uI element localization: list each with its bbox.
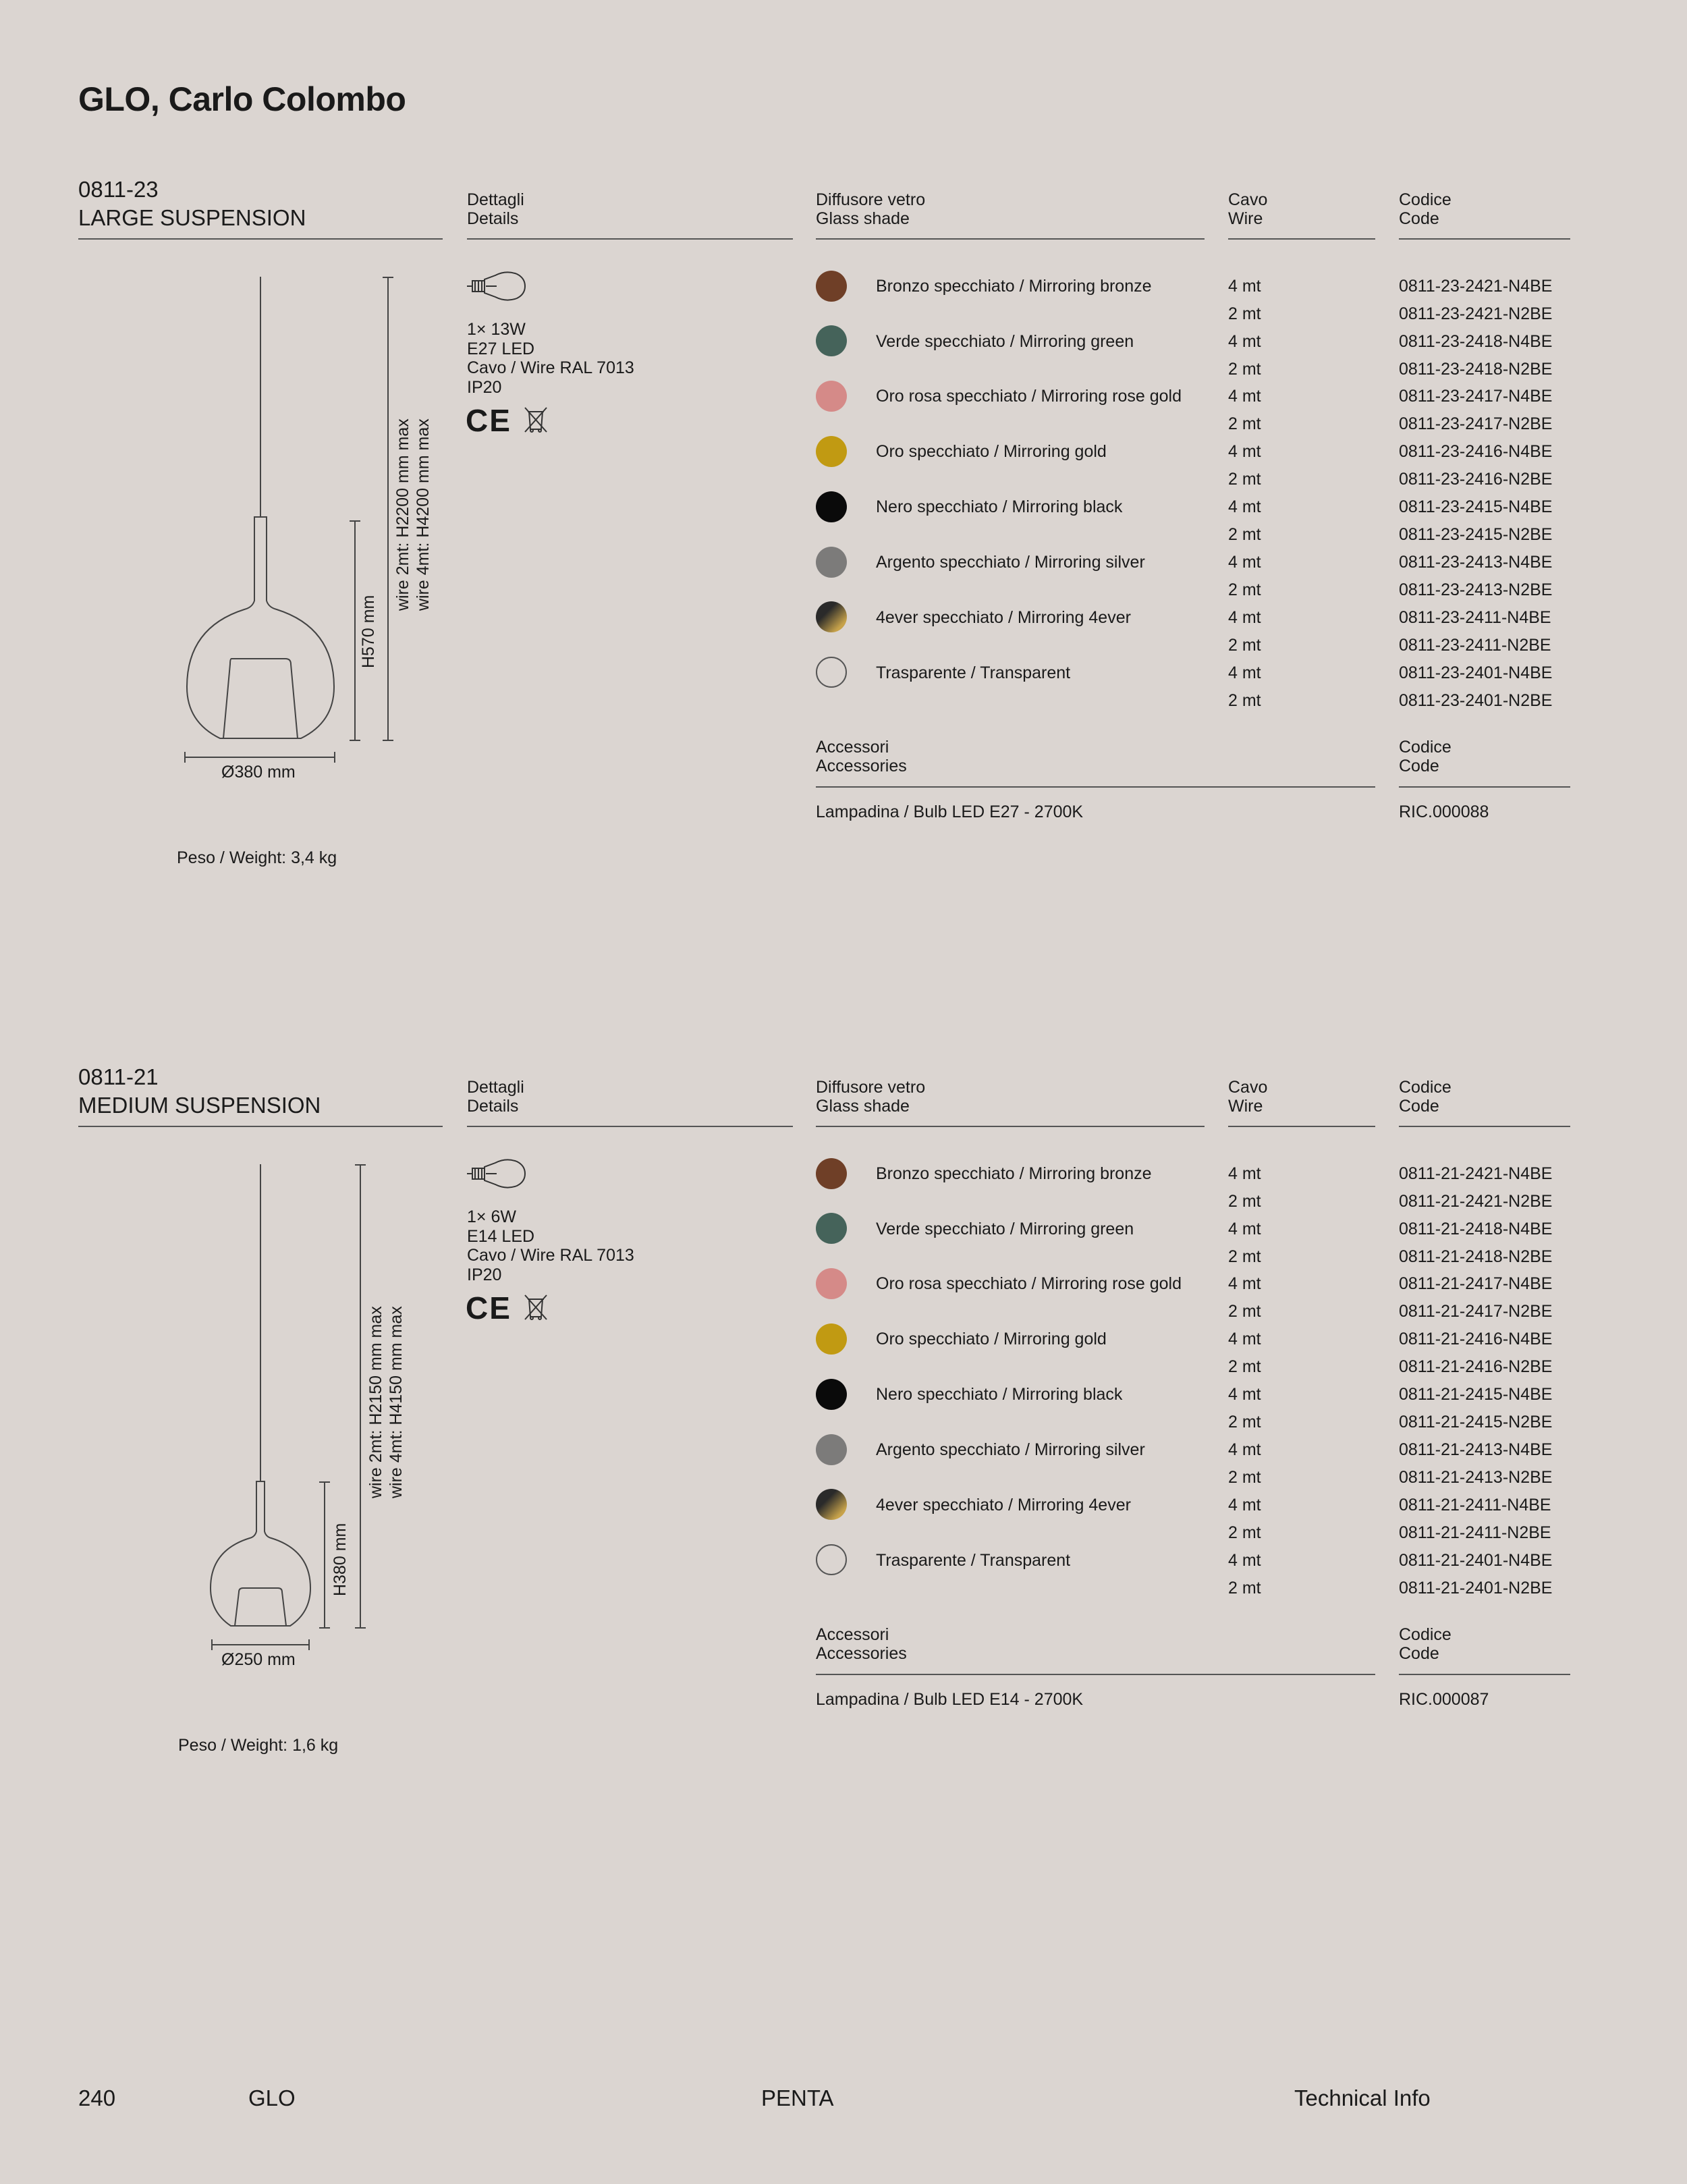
swatch-4ever: [816, 601, 847, 632]
shade-label: Oro rosa specchiato / Mirroring rose gold: [876, 1274, 1182, 1293]
wire-length: 4 mt: [1228, 1496, 1261, 1514]
product-code-cell: 0811-23-2413-N4BE: [1399, 553, 1553, 572]
shade-label: Argento specchiato / Mirroring silver: [876, 1440, 1145, 1459]
product-code-cell: 0811-21-2416-N4BE: [1399, 1330, 1553, 1348]
swatch-transparent: [816, 657, 847, 688]
accessory-code: RIC.000088: [1399, 802, 1489, 821]
product-code-cell: 0811-21-2411-N2BE: [1399, 1523, 1551, 1542]
swatch-bronze: [816, 271, 847, 302]
wire-length: 2 mt: [1228, 1357, 1261, 1376]
header-it: Accessori: [816, 1625, 889, 1644]
product-code-cell: 0811-21-2413-N4BE: [1399, 1440, 1553, 1459]
shade-label: Oro specchiato / Mirroring gold: [876, 1330, 1107, 1348]
shade-label: Nero specchiato / Mirroring black: [876, 497, 1123, 516]
diameter-label: Ø380 mm: [221, 763, 296, 782]
header-it: Dettagli: [467, 1078, 524, 1097]
divider: [467, 238, 793, 240]
product-code-cell: 0811-21-2401-N4BE: [1399, 1551, 1553, 1570]
wire-length: 4 mt: [1228, 332, 1261, 351]
spec-socket: E27 LED: [467, 339, 535, 358]
wire-length: 4 mt: [1228, 1220, 1261, 1238]
product-code-cell: 0811-21-2421-N4BE: [1399, 1164, 1553, 1183]
divider: [78, 1126, 443, 1127]
header-it: Dettagli: [467, 190, 524, 209]
divider: [1399, 1674, 1570, 1675]
product-code-cell: 0811-21-2418-N4BE: [1399, 1220, 1553, 1238]
accessory-name: Lampadina / Bulb LED E14 - 2700K: [816, 1690, 1084, 1709]
bulb-icon: [466, 1156, 526, 1191]
header-en: Code: [1399, 757, 1439, 775]
accessory-code: RIC.000087: [1399, 1690, 1489, 1709]
header-en: Details: [467, 209, 519, 228]
header-it: Codice: [1399, 738, 1451, 757]
dimension-tick: [383, 740, 393, 741]
wire-length: 4 mt: [1228, 497, 1261, 516]
swatch-4ever: [816, 1489, 847, 1520]
product-code-cell: 0811-23-2418-N4BE: [1399, 332, 1553, 351]
wire-length: 4 mt: [1228, 1440, 1261, 1459]
ce-mark: CE: [466, 403, 511, 438]
wire-length: 2 mt: [1228, 580, 1261, 599]
wire-length: 4 mt: [1228, 1385, 1261, 1404]
footer-brand: PENTA: [761, 2085, 834, 2110]
swatch-green: [816, 1213, 847, 1244]
wire-2mt-label: wire 2mt: H2200 mm max: [393, 418, 412, 611]
product-code-cell: 0811-21-2401-N2BE: [1399, 1579, 1553, 1598]
header-en: Wire: [1228, 1097, 1263, 1116]
product-code-cell: 0811-23-2416-N2BE: [1399, 470, 1553, 489]
product-code-cell: 0811-21-2416-N2BE: [1399, 1357, 1553, 1376]
dimension-tick: [355, 1164, 366, 1166]
header-en: Accessories: [816, 757, 907, 775]
swatch-bronze: [816, 1158, 847, 1189]
details-specs: [467, 320, 634, 397]
footer-section: Technical Info: [1294, 2085, 1431, 2110]
height-dimension-label: H570 mm: [359, 595, 378, 668]
product-code-cell: 0811-21-2417-N4BE: [1399, 1274, 1553, 1293]
wire-length: 2 mt: [1228, 1523, 1261, 1542]
header-en: Glass shade: [816, 209, 910, 228]
shade-label: Nero specchiato / Mirroring black: [876, 1385, 1123, 1404]
header-it: Codice: [1399, 190, 1451, 209]
accessories-header: [816, 1625, 907, 1663]
wire-length: 4 mt: [1228, 1164, 1261, 1183]
spec-cable: Cavo / Wire RAL 7013: [467, 1246, 634, 1265]
large-lamp-drawing: [169, 277, 351, 769]
height-dimension-line: [324, 1481, 325, 1629]
shade-label: Trasparente / Transparent: [876, 663, 1071, 682]
wire-length: 2 mt: [1228, 636, 1261, 655]
product-code-cell: 0811-21-2418-N2BE: [1399, 1247, 1553, 1266]
shade-header: [816, 190, 925, 228]
code-header: [1399, 1078, 1451, 1116]
diameter-label: Ø250 mm: [221, 1650, 296, 1669]
accessory-name: Lampadina / Bulb LED E27 - 2700K: [816, 802, 1084, 821]
header-en: Code: [1399, 1644, 1439, 1663]
product-code-cell: 0811-23-2421-N2BE: [1399, 304, 1553, 323]
shade-label: 4ever specchiato / Mirroring 4ever: [876, 608, 1131, 627]
shade-label: Argento specchiato / Mirroring silver: [876, 553, 1145, 572]
wire-length-label: [366, 1306, 406, 1498]
wire-length: 4 mt: [1228, 608, 1261, 627]
divider: [467, 1126, 793, 1127]
product-name: LARGE SUSPENSION: [78, 205, 306, 230]
product-code-cell: 0811-23-2401-N2BE: [1399, 691, 1553, 710]
shade-label: Oro rosa specchiato / Mirroring rose gold: [876, 387, 1182, 406]
shade-label: Verde specchiato / Mirroring green: [876, 332, 1134, 351]
weight-label: Peso / Weight: 3,4 kg: [177, 848, 337, 867]
divider: [816, 1126, 1205, 1127]
shade-label: Bronzo specchiato / Mirroring bronze: [876, 277, 1152, 296]
wire-4mt-label: wire 4mt: H4200 mm max: [414, 418, 433, 611]
product-code-cell: 0811-21-2421-N2BE: [1399, 1192, 1553, 1211]
wire-length-label: [393, 418, 433, 611]
product-code-cell: 0811-23-2418-N2BE: [1399, 360, 1553, 379]
wire-length: 2 mt: [1228, 1192, 1261, 1211]
product-code: 0811-23: [78, 177, 159, 202]
swatch-rose-gold: [816, 381, 847, 412]
swatch-silver: [816, 1434, 847, 1465]
divider: [1228, 238, 1375, 240]
shade-label: Bronzo specchiato / Mirroring bronze: [876, 1164, 1152, 1183]
ce-mark: CE: [466, 1290, 511, 1326]
spec-socket: E14 LED: [467, 1226, 535, 1246]
accessories-header: [816, 738, 907, 775]
wire-length: 4 mt: [1228, 553, 1261, 572]
wire-length: 2 mt: [1228, 304, 1261, 323]
swatch-gold: [816, 436, 847, 467]
wire-header: [1228, 190, 1267, 228]
header-en: Accessories: [816, 1644, 907, 1663]
spec-ip: IP20: [467, 377, 502, 397]
header-en: Glass shade: [816, 1097, 910, 1116]
details-header: [467, 1078, 524, 1116]
wire-4mt-label: wire 4mt: H4150 mm max: [387, 1306, 406, 1498]
shade-label: 4ever specchiato / Mirroring 4ever: [876, 1496, 1131, 1514]
shade-label: Trasparente / Transparent: [876, 1551, 1071, 1570]
swatch-rose-gold: [816, 1268, 847, 1299]
height-dimension-label: H380 mm: [331, 1523, 350, 1596]
wire-length: 2 mt: [1228, 1579, 1261, 1598]
bulb-icon: [466, 269, 526, 304]
weee-bin-icon: [521, 405, 551, 435]
product-code-cell: 0811-23-2415-N2BE: [1399, 525, 1553, 544]
wire-length: 2 mt: [1228, 414, 1261, 433]
header-it: Codice: [1399, 1625, 1451, 1644]
wire-header: [1228, 1078, 1267, 1116]
total-dimension-line: [387, 277, 389, 741]
spec-power: 1× 6W: [467, 1207, 516, 1226]
product-code-cell: 0811-23-2411-N2BE: [1399, 636, 1551, 655]
medium-lamp-drawing: [202, 1164, 324, 1657]
spec-ip: IP20: [467, 1265, 502, 1284]
swatch-silver: [816, 547, 847, 578]
dimension-tick: [319, 1481, 330, 1483]
header-en: Code: [1399, 209, 1439, 228]
divider: [816, 786, 1375, 788]
divider: [78, 238, 443, 240]
spec-cable: Cavo / Wire RAL 7013: [467, 358, 634, 377]
wire-length: 4 mt: [1228, 663, 1261, 682]
shade-label: Oro specchiato / Mirroring gold: [876, 442, 1107, 461]
product-code-cell: 0811-23-2416-N4BE: [1399, 442, 1553, 461]
product-code-cell: 0811-21-2413-N2BE: [1399, 1468, 1553, 1487]
spec-power: 1× 13W: [467, 320, 526, 339]
divider: [1228, 1126, 1375, 1127]
header-it: Cavo: [1228, 190, 1268, 209]
dimension-tick: [350, 740, 360, 741]
wire-length: 2 mt: [1228, 1302, 1261, 1321]
divider: [1399, 1126, 1570, 1127]
code-header: [1399, 190, 1451, 228]
product-code-cell: 0811-23-2421-N4BE: [1399, 277, 1553, 296]
dimension-tick: [350, 520, 360, 522]
divider: [816, 238, 1205, 240]
dimension-tick: [319, 1627, 330, 1629]
swatch-black: [816, 1379, 847, 1410]
medium-suspension-section: [0, 1063, 1687, 1940]
swatch-green: [816, 325, 847, 356]
wire-length: 4 mt: [1228, 387, 1261, 406]
wire-length: 2 mt: [1228, 525, 1261, 544]
product-code: 0811-21: [78, 1064, 159, 1089]
product-code-cell: 0811-21-2411-N4BE: [1399, 1496, 1551, 1514]
header-it: Accessori: [816, 738, 889, 757]
accessory-code-header: [1399, 738, 1451, 775]
product-name: MEDIUM SUSPENSION: [78, 1093, 321, 1118]
dimension-tick: [355, 1627, 366, 1629]
large-suspension-section: [0, 175, 1687, 1053]
wire-length: 2 mt: [1228, 1468, 1261, 1487]
wire-length: 2 mt: [1228, 360, 1261, 379]
wire-length: 2 mt: [1228, 691, 1261, 710]
swatch-gold: [816, 1323, 847, 1355]
wire-length: 4 mt: [1228, 277, 1261, 296]
dimension-tick: [383, 277, 393, 278]
product-code-cell: 0811-23-2417-N4BE: [1399, 387, 1553, 406]
header-en: Code: [1399, 1097, 1439, 1116]
total-dimension-line: [360, 1164, 361, 1629]
header-en: Wire: [1228, 209, 1263, 228]
height-dimension-line: [354, 520, 356, 741]
wire-length: 4 mt: [1228, 1551, 1261, 1570]
wire-length: 4 mt: [1228, 1330, 1261, 1348]
header-it: Diffusore vetro: [816, 190, 926, 209]
divider: [1399, 238, 1570, 240]
weight-label: Peso / Weight: 1,6 kg: [178, 1736, 339, 1755]
footer-collection: GLO: [248, 2085, 296, 2110]
page-title: GLO, Carlo Colombo: [78, 80, 406, 118]
product-heading: [78, 1063, 321, 1120]
accessory-code-header: [1399, 1625, 1451, 1663]
wire-length: 2 mt: [1228, 470, 1261, 489]
product-code-cell: 0811-23-2411-N4BE: [1399, 608, 1551, 627]
product-heading: [78, 175, 306, 232]
shade-header: [816, 1078, 925, 1116]
header-en: Details: [467, 1097, 519, 1116]
product-code-cell: 0811-23-2401-N4BE: [1399, 663, 1553, 682]
page-number: 240: [78, 2085, 116, 2110]
product-code-cell: 0811-21-2417-N2BE: [1399, 1302, 1553, 1321]
wire-length: 2 mt: [1228, 1413, 1261, 1431]
header-it: Diffusore vetro: [816, 1078, 926, 1097]
weee-bin-icon: [521, 1292, 551, 1322]
header-it: Codice: [1399, 1078, 1451, 1097]
wire-2mt-label: wire 2mt: H2150 mm max: [366, 1306, 385, 1498]
product-code-cell: 0811-21-2415-N4BE: [1399, 1385, 1553, 1404]
details-header: [467, 190, 524, 228]
details-specs: [467, 1207, 634, 1284]
shade-label: Verde specchiato / Mirroring green: [876, 1220, 1134, 1238]
divider: [816, 1674, 1375, 1675]
divider: [1399, 786, 1570, 788]
swatch-black: [816, 491, 847, 522]
product-code-cell: 0811-23-2413-N2BE: [1399, 580, 1553, 599]
product-code-cell: 0811-21-2415-N2BE: [1399, 1413, 1553, 1431]
swatch-transparent: [816, 1544, 847, 1575]
wire-length: 4 mt: [1228, 1274, 1261, 1293]
product-code-cell: 0811-23-2415-N4BE: [1399, 497, 1553, 516]
product-code-cell: 0811-23-2417-N2BE: [1399, 414, 1553, 433]
wire-length: 4 mt: [1228, 442, 1261, 461]
header-it: Cavo: [1228, 1078, 1268, 1097]
wire-length: 2 mt: [1228, 1247, 1261, 1266]
